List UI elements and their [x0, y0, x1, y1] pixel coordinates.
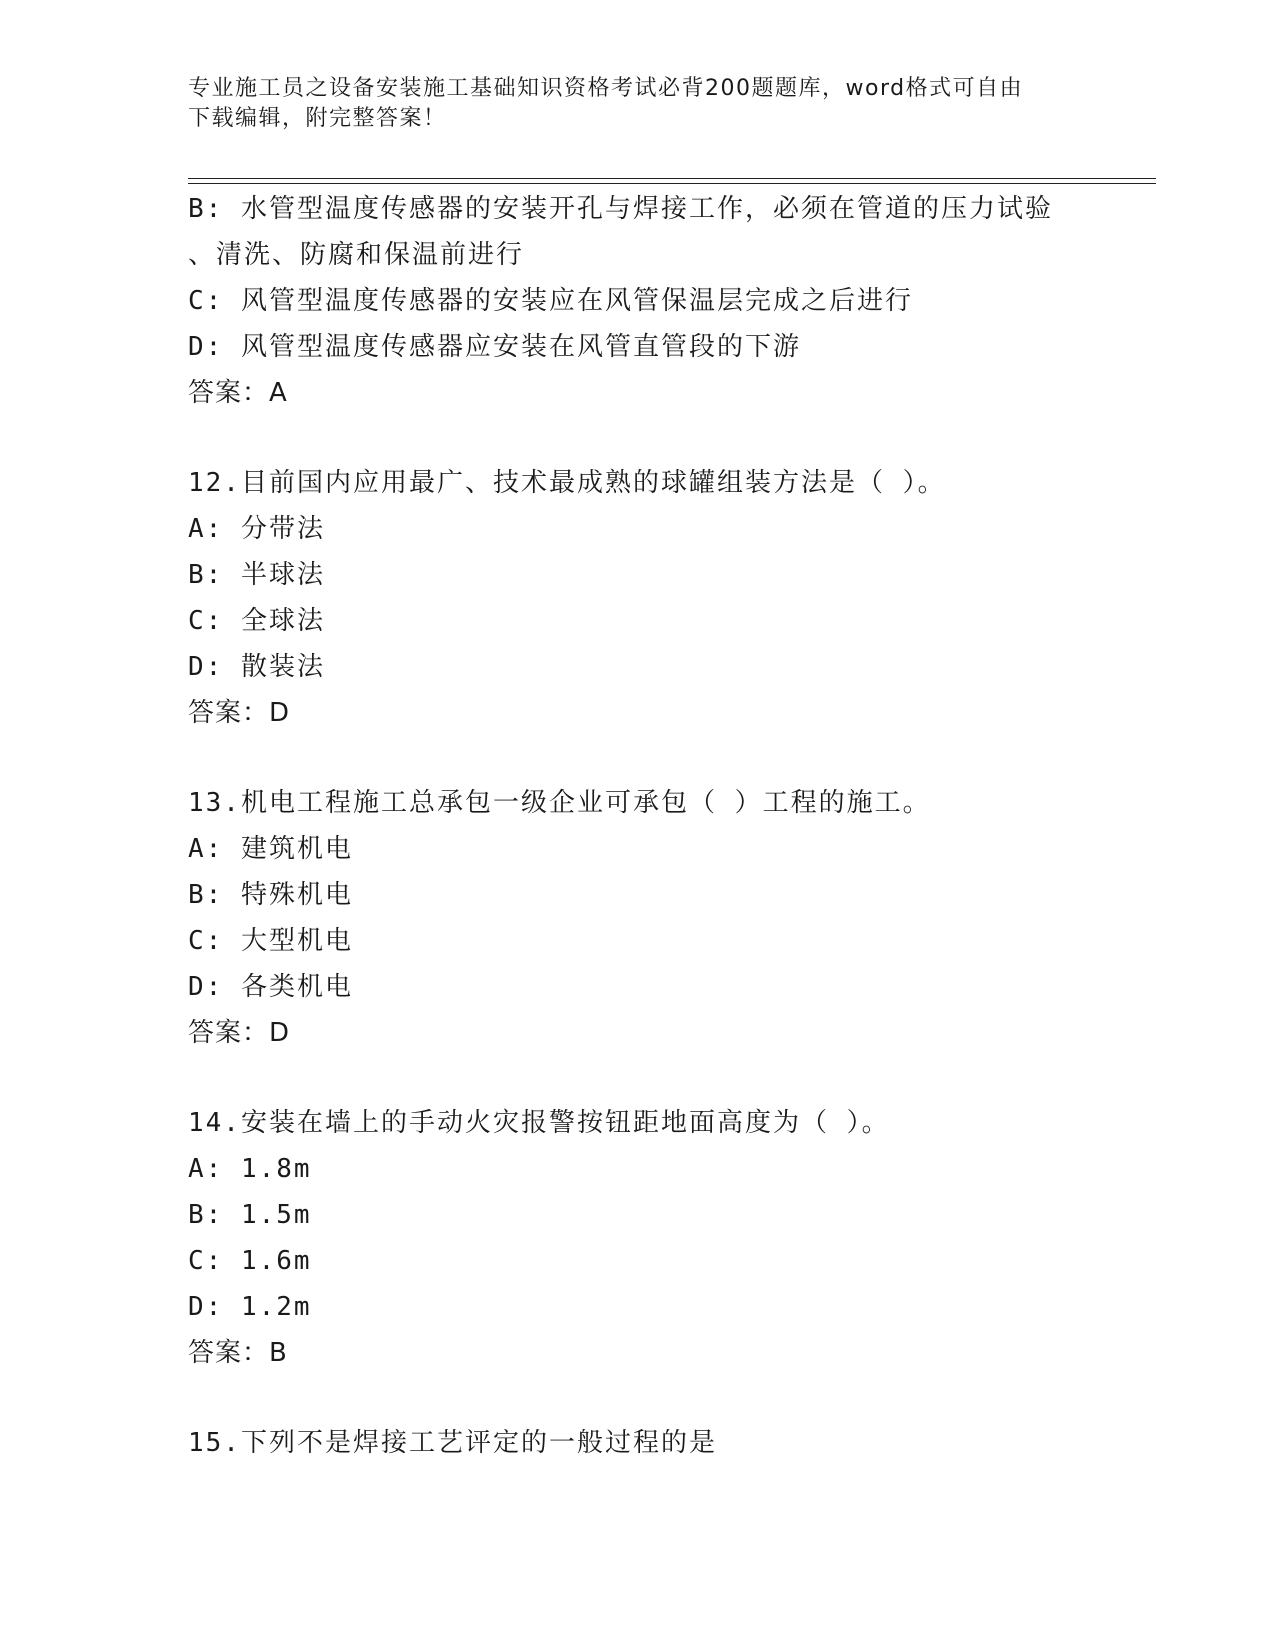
question-12: [188, 460, 1148, 736]
answer: 答案：D: [188, 698, 291, 728]
option-b: B: 特殊机电: [188, 880, 353, 910]
question-stem: 13.机电工程施工总承包一级企业可承包（ ）工程的施工。: [188, 788, 931, 818]
answer: 答案：A: [188, 378, 288, 408]
question-stem: 12.目前国内应用最广、技术最成熟的球罐组装方法是（ ）。: [188, 468, 946, 498]
option-c: C: 全球法: [188, 606, 325, 636]
option-d: D: 1.2m: [188, 1292, 312, 1322]
question-13: [188, 780, 1148, 1056]
option-c: C: 大型机电: [188, 926, 353, 956]
option-b: B: 半球法: [188, 560, 325, 590]
question-14: [188, 1100, 1148, 1376]
spacer: [188, 416, 1148, 460]
option-d: D: 散装法: [188, 652, 325, 682]
answer: 答案：D: [188, 1018, 291, 1048]
question-stem: 14.安装在墙上的手动火灾报警按钮距地面高度为（ ）。: [188, 1108, 890, 1138]
spacer: [188, 1376, 1148, 1420]
spacer: [188, 736, 1148, 780]
option-d: D: 各类机电: [188, 972, 353, 1002]
question-11-tail: [188, 186, 1148, 416]
header-title-line-2: 下载编辑，附完整答案！: [188, 106, 447, 131]
header-divider-top: [188, 178, 1156, 179]
header-title-line-1: 专业施工员之设备安装施工基础知识资格考试必背200题题库，word格式可自由: [188, 76, 1024, 101]
option-b-line-1: B: 水管型温度传感器的安装开孔与焊接工作，必须在管道的压力试验: [188, 194, 1053, 224]
question-stem: 15.下列不是焊接工艺评定的一般过程的是: [188, 1428, 717, 1458]
option-d: D: 风管型温度传感器应安装在风管直管段的下游: [188, 332, 801, 362]
option-c: C: 风管型温度传感器的安装应在风管保温层完成之后进行: [188, 286, 913, 316]
question-15: [188, 1420, 1148, 1466]
spacer: [188, 1056, 1148, 1100]
option-a: A: 1.8m: [188, 1154, 312, 1184]
option-a: A: 分带法: [188, 514, 325, 544]
document-header: [188, 74, 1088, 134]
option-b: B: 1.5m: [188, 1200, 312, 1230]
option-a: A: 建筑机电: [188, 834, 353, 864]
header-divider-bottom: [188, 183, 1156, 184]
question-list: [188, 186, 1148, 1466]
answer: 答案：B: [188, 1338, 288, 1368]
option-b-line-2: 、清洗、防腐和保温前进行: [188, 240, 525, 270]
option-c: C: 1.6m: [188, 1246, 312, 1276]
